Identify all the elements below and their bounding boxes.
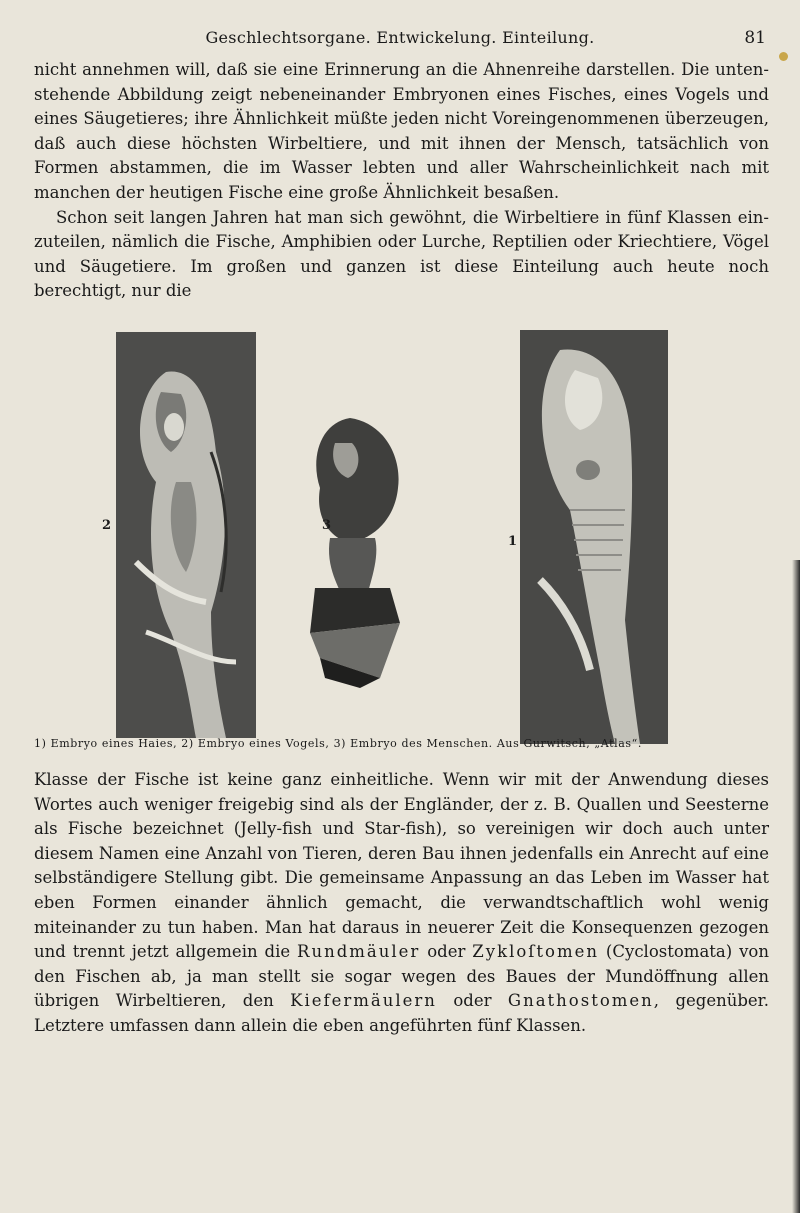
term-gnathostomen: Gnathostomen — [507, 991, 654, 1011]
text-run: (Cyclostomata) von den Fischen ab, ja man stellt sie sogar wegen des Baues der Mundöffnung allen übrigen Wirbeltieren, den — [34, 942, 769, 1011]
embryo-figure — [0, 328, 800, 748]
bottom-text-block — [34, 768, 769, 1039]
human-embryo-illustration — [290, 388, 420, 688]
paragraph-1: nicht annehmen will, daß sie eine Erinnerung an die Ahnenreihe darstellen. Die untenstehende Abbildung zeigt nebeneinander Embryonen eines Fisches, eines Vogels und eines Säugetieres; ihre Ähnlichkeit müßte jeden nicht Voreingenommenen überzeugen, daß auch diese höchsten Wirbeltiere, und mit ihnen der Mensch, tatsächlich von Formen abstammen, die im Wasser lebten und aller Wahrscheinlichkeit nach mit manchen der heutigen Fische eine große Ähnlichkeit besaßen. — [34, 60, 769, 202]
text-run: , gegenüber. Letztere umfassen dann allein die eben angeführten fünf Klassen. — [34, 991, 770, 1035]
text-run: oder — [420, 942, 473, 962]
figure-caption: 1) Embryo eines Haies, 2) Embryo eines Vogels, 3) Embryo des Menschen. Aus Gurwitsch, „Atlas“. — [34, 737, 642, 750]
text-run: Klasse der Fische ist keine ganz einheitliche. Wenn wir mit der Anwendung dieses Wortes auch weniger freigebig sind als der Engländer, der z. B. Quallen und Seesterne als Fische bezeichnet (Jelly-fish und Star-fish), so vereinigen wir doch auch unter diesem Namen eine Anzahl von Tieren, deren Bau ihnen jedenfalls ein Anrecht auf eine selbständigere Stellung gibt. Die gemeinsame Anpassung an das Leben im Wasser hat eben Formen einander ähnlich gemacht, die verwandtschaftlich wohl wenig miteinander zu tun haben. Man hat daraus in neuerer Zeit die Konsequenzen gezogen und trennt jetzt allgemein die — [34, 770, 769, 962]
term-rundmaeuler: Rundmäuler — [297, 942, 421, 962]
page-edge-shadow — [792, 560, 800, 1213]
paragraph-2: Schon seit langen Jahren hat man sich gewöhnt, die Wirbeltiere in fünf Klassen einzuteilen, nämlich die Fische, Amphibien oder Lurche, Reptilien oder Kriechtiere, Vögel und Säugetiere. Im großen und ganzen ist diese Einteilung auch heute noch berechtigt, nur die — [34, 207, 769, 301]
page-number: 81 — [744, 28, 766, 48]
bird-embryo-plate — [116, 332, 256, 738]
paragraph-3 — [34, 768, 769, 1039]
figure-label-1: 1 — [508, 534, 518, 549]
figure-label-3: 3 — [322, 518, 332, 533]
shark-embryo-illustration — [520, 330, 668, 744]
top-text-block — [34, 58, 769, 304]
term-zyklostomen: Zykloſtomen — [472, 942, 600, 962]
bird-embryo-illustration — [116, 332, 256, 738]
text-run: oder — [436, 991, 508, 1011]
human-embryo — [290, 388, 420, 688]
term-kiefermaeulern: Kiefermäulern — [290, 991, 437, 1011]
shark-embryo-plate — [520, 330, 668, 744]
running-title: Geschlechtsorgane. Entwickelung. Einteilung. — [205, 28, 595, 47]
figure-label-2: 2 — [102, 518, 112, 533]
margin-mark — [779, 52, 788, 61]
